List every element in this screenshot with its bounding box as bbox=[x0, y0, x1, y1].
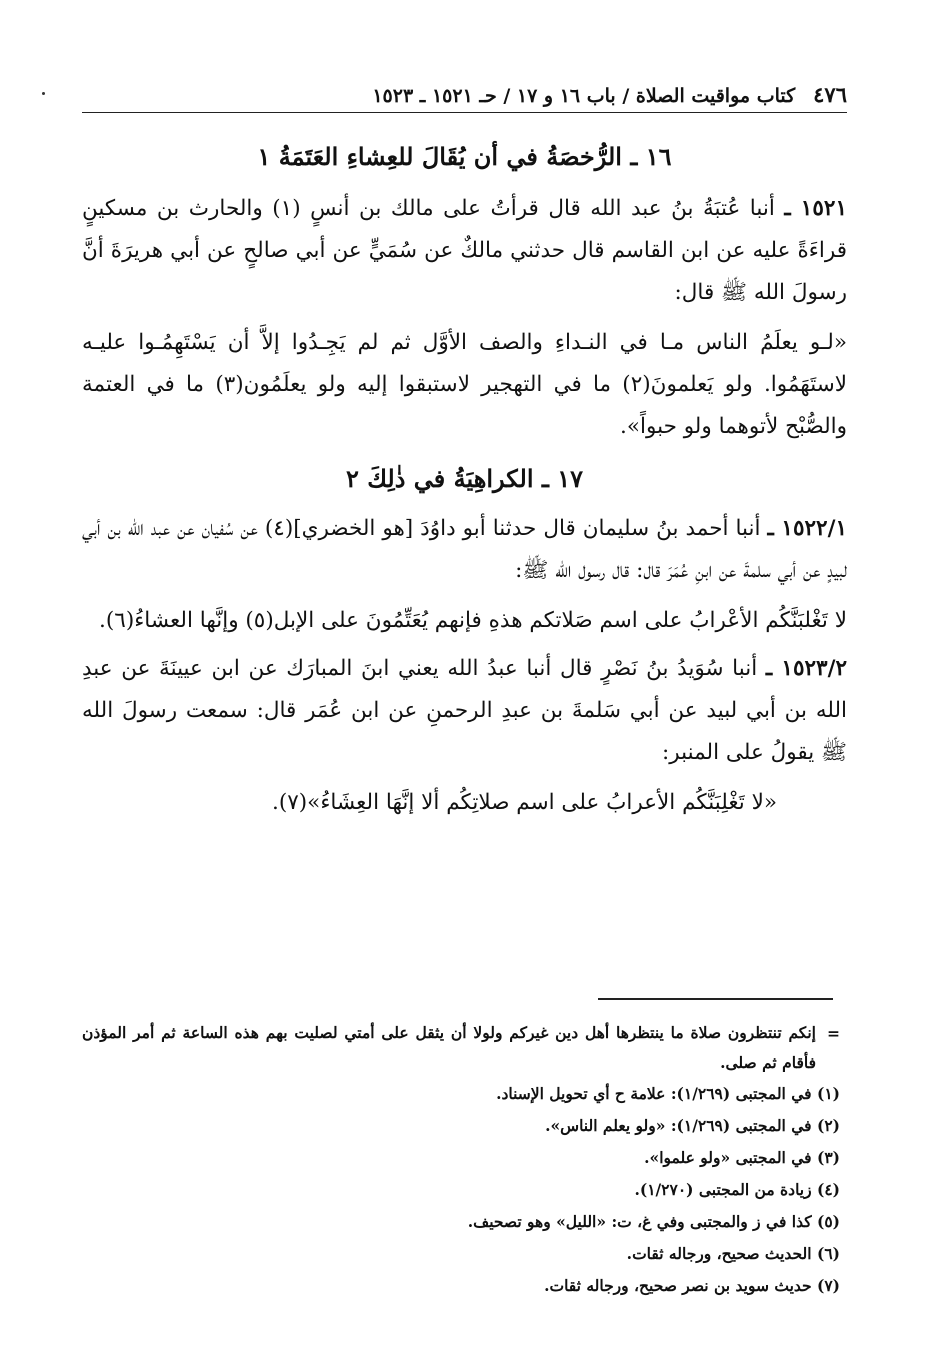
running-title: كتاب مواقيت الصلاة / باب ١٦ و ١٧ / حـ ١٥٢١ ـ ١٥٢٣ bbox=[372, 85, 796, 107]
footnote-2: (٢) في المجتبى (١/٢٦٩): «ولو يعلم الناس». bbox=[545, 1116, 840, 1135]
section-16-heading: ١٦ ـ الرُّخصَةُ في أن يُقَالَ للعِشاءِ العَتَمَةُ ١ bbox=[257, 142, 672, 171]
footnote-1: (١) في المجتبى (١/٢٦٩): علامة ح أي تحويل الإسناد. bbox=[496, 1084, 840, 1103]
hadith-isnad: أنبا أحمد بنُ سليمان قال حدثنا أبو داوُدَ [هو الخضري](٤) عن سُفيان عن عبد الله بن أبي لبيدٍ عن أبي سلمةَ عن ابنِ عُمَرَ قال: قال رسول الله ﷺ: bbox=[82, 516, 847, 583]
page-number: ٤٧٦ bbox=[813, 82, 847, 107]
hadith-matn: «لا تَغْلِبَنَّكُم الأعرابُ على اسم صلاتِكُم ألا إنَّهَا العِشَاءُ»(٧). bbox=[271, 790, 777, 815]
section-17-heading: ١٧ ـ الكراهِيَةُ في ذٰلِكَ ٢ bbox=[345, 464, 584, 493]
hadith-1522 bbox=[82, 508, 847, 592]
footnote-separator bbox=[598, 998, 833, 1000]
main-text bbox=[82, 136, 847, 824]
hadith-isnad: أنبا عُتبَةُ بنُ عبد الله قال قرأتُ على مالك بن أنسٍ (١) والحارث بن مسكينٍ قراءَةً عليه عن ابن القاسم قال حدثني مالكٌ عن سُمَيٍّ عن أبي صالحٍ عن أبي هريرَةَ أنَّ رسولَ الله ﷺ قال: bbox=[82, 196, 847, 305]
hadith-matn: لا تَغْلبَنَّكُم الأعْرابُ على اسم صَلاتكم هذهِ فإنهم يُعَتِّمُونَ على الإبل(٥) وإنَّها العشاءُ(٦). bbox=[99, 608, 847, 633]
footnotes bbox=[82, 1018, 840, 1302]
hadith-matn: «لـو يعلَمُ الناس مـا في النـداءِ والصف الأوَّل ثم لم يَجِـدُوا إلاَّ أن يَسْتَهِمُـوا عليـه لاستَهَمُوا. ولو يَعلمونَ(٢) ما في التهجير لاستبقوا إليه ولو يعلَمُون(٣) ما في العتمة والصُّبْح لأتوهما ولو حبواً». bbox=[82, 330, 847, 439]
hadith-number: ١٥٢٣/٢ ـ bbox=[765, 656, 847, 681]
footnote-6: (٦) الحديث صحيح، ورجاله ثقات. bbox=[626, 1244, 840, 1263]
margin-dot bbox=[42, 92, 45, 95]
footnote-continuation-text: إنكم تنتظرون صلاة ما ينتظرها أهل دين غيركم ولولا أن يثقل على أمتي لصليت بهم هذه الساعة ثم أمر المؤذن فأقام ثم صلى. bbox=[82, 1023, 816, 1072]
page-header bbox=[82, 82, 847, 113]
footnote-4: (٤) زيادة من المجتبى (١/٢٧٠). bbox=[634, 1180, 840, 1199]
hadith-1523 bbox=[82, 648, 847, 774]
hadith-isnad: أنبا سُوَيدُ بنُ نَصْرٍ قال أنبا عبدُ الله يعني ابنَ المبارَك عن ابن عيينَةَ عن عبدِ الله بن أبي لبيد عن أبي سَلمةَ بن عبدِ الرحمنِ عن ابن عُمَر قال: سمعت رسولَ الله ﷺ يقولُ على المنبر: bbox=[82, 656, 847, 765]
footnote-continuation bbox=[82, 1018, 840, 1078]
hadith-number: ١٥٢١ ـ bbox=[784, 196, 847, 221]
hadith-1521 bbox=[82, 188, 847, 314]
hadith-number: ١٥٢٢/١ ـ bbox=[767, 516, 847, 541]
continuation-mark: = bbox=[827, 1024, 840, 1043]
footnote-5: (٥) كذا في ز والمجتبى وفي غ، ت: «الليل» وهو تصحيف. bbox=[467, 1212, 840, 1231]
footnote-7: (٧) حديث سويد بن نصر صحيح، ورجاله ثقات. bbox=[544, 1276, 840, 1295]
footnote-3: (٣) في المجتبى «ولو علموا». bbox=[644, 1148, 840, 1167]
